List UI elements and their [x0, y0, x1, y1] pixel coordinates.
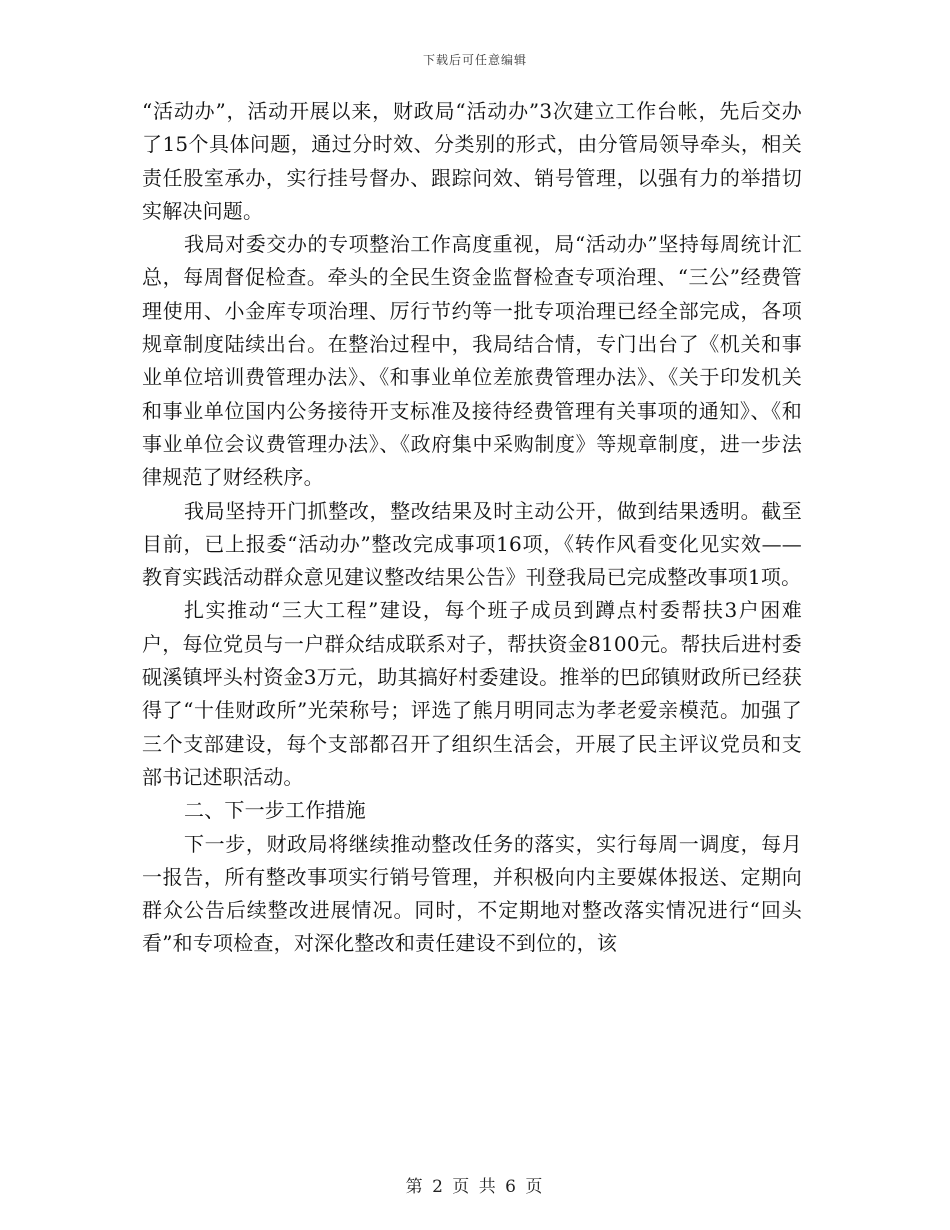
paragraph-next-steps: 下一步，财政局将继续推动整改任务的落实，实行每周一调度，每月一报告，所有整改事项实行销号管理，并积极向内主要媒体报送、定期向群众公告后续整改进展情况。同时，不定期地对整改落实情况进行“回头看”和专项检查，对深化整改和责任建设不到位的，该 [142, 831, 802, 956]
paragraph-open-rectification: 我局坚持开门抓整改，整改结果及时主动公开，做到结果透明。截至目前，已上报委“活动办”整改完成事项16项，《转作风看变化见实效——教育实践活动群众意见建议整改结果公告》刊登我局已完成整改事项1项。 [142, 498, 802, 590]
paragraph-continuation: “活动办”，活动开展以来，财政局“活动办”3次建立工作台帐，先后交办了15个具体问题，通过分时效、分类别的形式，由分管局领导牵头，相关责任股室承办，实行挂号督办、跟踪问效、销号管理，以强有力的举措切实解决问题。 [142, 99, 802, 223]
page-number: 第 2 页 共 6 页 [405, 1177, 545, 1197]
section-heading-next-steps: 二、下一步工作措施 [184, 798, 366, 823]
page-header: 下载后可任意编辑 [422, 53, 527, 67]
document-body [142, 95, 802, 961]
paragraph-three-projects: 扎实推动“三大工程”建设，每个班子成员到蹲点村委帮扶3户困难户，每位党员与一户群众结成联系对子，帮扶资金8100元。帮扶后进村委砚溪镇坪头村资金3万元，助其搞好村委建设。推举的巴邱镇财政所已经获得了“十佳财政所”光荣称号；评选了熊月明同志为孝老爱亲模范。加强了三个支部建设，每个支部都召开了组织生活会，开展了民主评议党员和支部书记述职活动。 [142, 598, 802, 789]
paragraph-rectification-work: 我局对委交办的专项整治工作高度重视，局“活动办”坚持每周统计汇总，每周督促检查。牵头的全民生资金监督检查专项治理、“三公”经费管理使用、小金库专项治理、厉行节约等一批专项治理已经全部完成，各项规章制度陆续出台。在整治过程中，我局结合情，专门出台了《机关和事业单位培训费管理办法》、《和事业单位差旅费管理办法》、《关于印发机关和事业单位国内公务接待开支标准及接待经费管理有关事项的通知》、《和事业单位会议费管理办法》、《政府集中采购制度》等规章制度，进一步法律规范了财经秩序。 [142, 232, 802, 490]
